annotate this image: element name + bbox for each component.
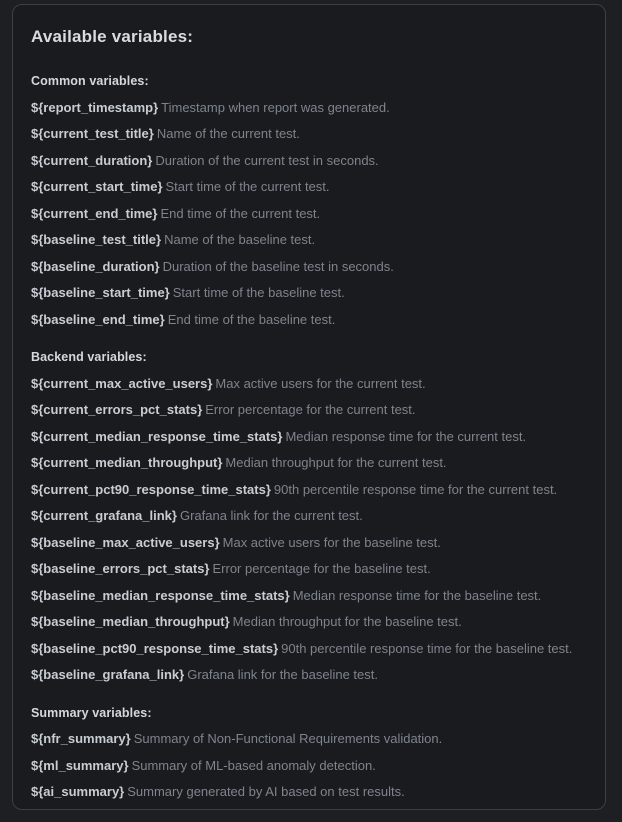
variable-description: Timestamp when report was generated. (161, 99, 390, 115)
variable-description: Median response time for the current test. (285, 428, 527, 444)
variable-name: ${baseline_pct90_response_time_stats} (31, 640, 279, 656)
variable-name: ${baseline_test_title} (31, 232, 162, 247)
variable-name: ${baseline_median_response_time_stats} (31, 587, 290, 603)
variable-name: ${current_max_active_users} (31, 375, 213, 391)
variable-description: Name of the current test. (156, 126, 300, 141)
variable-name: ${current_grafana_link} (31, 508, 177, 523)
variable-name: ${baseline_median_throughput} (31, 614, 230, 629)
variable-row (31, 556, 587, 583)
variable-row (31, 662, 587, 689)
variable-description: Duration of the baseline test in seconds. (162, 258, 394, 274)
variable-name: ${current_median_throughput} (31, 455, 223, 470)
variable-description: 90th percentile response time for the baseline test. (281, 640, 573, 656)
group-label: Backend variables: (31, 350, 147, 364)
variable-name: ${baseline_duration} (31, 258, 160, 274)
variable-name: ${current_median_response_time_stats} (31, 428, 283, 444)
variable-row (31, 95, 587, 122)
variable-row (31, 450, 587, 477)
variable-row (31, 530, 587, 557)
variable-row (31, 397, 587, 424)
variable-row (31, 227, 587, 254)
variable-description: Duration of the current test in seconds. (155, 152, 379, 168)
variable-description: Error percentage for the baseline test. (212, 561, 431, 576)
variable-row (31, 174, 587, 201)
variable-name: ${report_timestamp} (31, 99, 159, 115)
variable-description: Summary generated by AI based on test results. (127, 784, 405, 799)
variable-description: End time of the baseline test. (167, 311, 336, 327)
variable-description: 90th percentile response time for the current test. (273, 481, 558, 497)
group-label: Common variables: (31, 74, 149, 88)
variable-row (31, 201, 587, 228)
variable-row (31, 503, 587, 530)
variable-group (31, 344, 587, 689)
variable-description: Summary of Non-Functional Requirements validation. (133, 731, 443, 746)
variable-row (31, 254, 587, 281)
variable-name: ${ml_summary} (31, 757, 129, 773)
variable-row (31, 636, 587, 663)
variable-row (31, 424, 587, 451)
variable-description: Grafana link for the baseline test. (187, 667, 378, 682)
variable-row (31, 307, 587, 334)
variable-row (31, 726, 587, 753)
variable-description: Name of the baseline test. (164, 232, 316, 247)
variable-name: ${baseline_start_time} (31, 285, 170, 300)
variable-row (31, 371, 587, 398)
variable-group (31, 68, 587, 333)
variable-description: Error percentage for the current test. (205, 402, 416, 417)
variable-row (31, 121, 587, 148)
variable-description: Grafana link for the current test. (179, 508, 363, 523)
variable-name: ${current_pct90_response_time_stats} (31, 481, 271, 497)
available-variables-panel (12, 4, 606, 810)
variable-row (31, 753, 587, 780)
variable-name: ${baseline_end_time} (31, 311, 165, 327)
variable-row (31, 477, 587, 504)
variable-description: Start time of the current test. (165, 179, 330, 194)
variable-name: ${ai_summary} (31, 784, 125, 799)
variable-name: ${baseline_errors_pct_stats} (31, 561, 210, 576)
variable-row (31, 583, 587, 610)
variable-description: Median throughput for the current test. (225, 455, 447, 470)
variable-description: Summary of ML-based anomaly detection. (131, 757, 376, 773)
variable-name: ${current_duration} (31, 152, 153, 168)
variable-name: ${current_errors_pct_stats} (31, 402, 203, 417)
variable-row (31, 609, 587, 636)
variable-row (31, 148, 587, 175)
variable-description: Median response time for the baseline test. (292, 587, 542, 603)
variable-name: ${current_end_time} (31, 205, 158, 221)
variable-description: Start time of the baseline test. (172, 285, 345, 300)
variable-row (31, 280, 587, 307)
variable-name: ${baseline_grafana_link} (31, 667, 185, 682)
variable-description: End time of the current test. (160, 205, 321, 221)
variable-name: ${nfr_summary} (31, 731, 131, 746)
variable-description: Median throughput for the baseline test. (232, 614, 462, 629)
panel-title: Available variables: (31, 27, 194, 46)
group-label: Summary variables: (31, 705, 152, 720)
variable-description: Max active users for the baseline test. (222, 534, 441, 550)
variable-name: ${baseline_max_active_users} (31, 534, 220, 550)
variable-description: Max active users for the current test. (215, 375, 426, 391)
variable-name: ${current_start_time} (31, 179, 163, 194)
variable-row (31, 779, 587, 806)
variable-name: ${current_test_title} (31, 126, 154, 141)
variable-group (31, 700, 587, 806)
variable-groups (31, 68, 587, 806)
